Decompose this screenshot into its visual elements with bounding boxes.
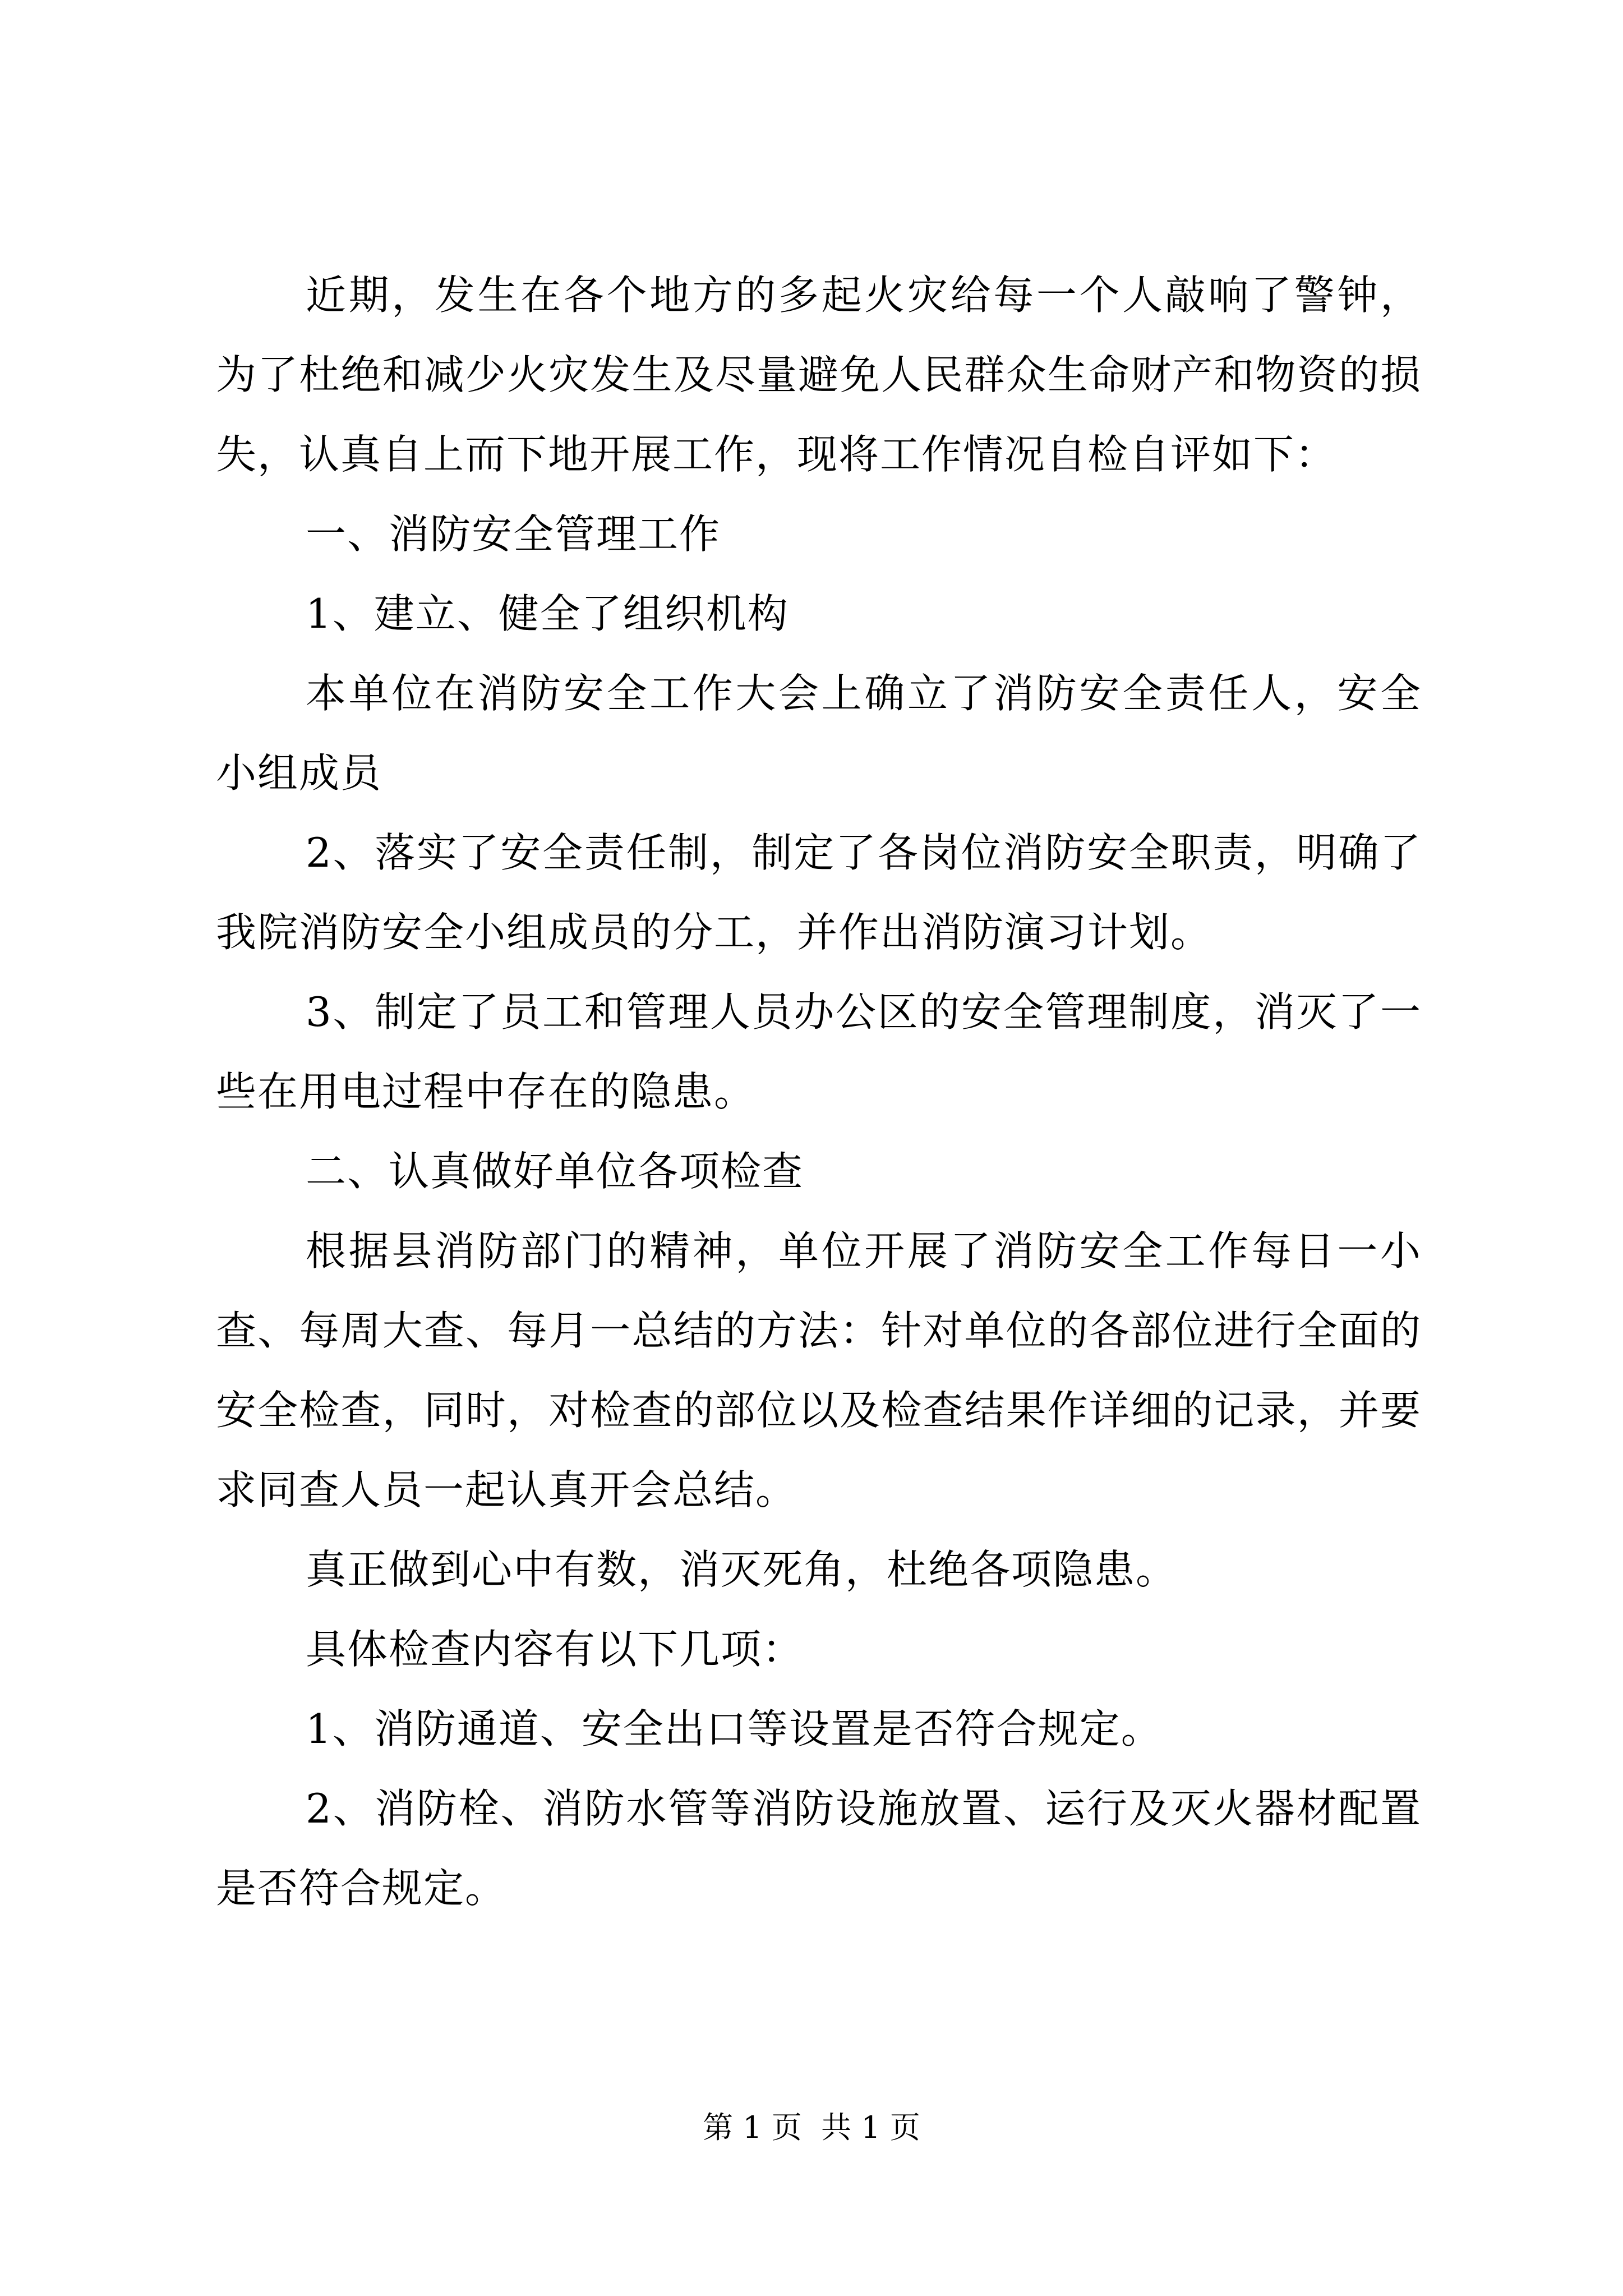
page-number-footer: 第 1 页 共 1 页 [703,2110,920,2145]
item-1-2: 2、落实了安全责任制，制定了各岗位消防安全职责，明确了我院消防安全小组成员的分工，并作出消防演习计划。 [216,829,1422,956]
item-1-3: 3、制定了员工和管理人员办公区的安全管理制度，消灭了一些在用电过程中存在的隐患。 [216,988,1422,1115]
paragraph-intro: 近期，发生在各个地方的多起火灾给每一个人敲响了警钟，为了杜绝和减少火灾发生及尽量避免人民群众生命财产和物资的损失，认真自上而下地开展工作，现将工作情况自检自评如下： [216,272,1422,478]
paragraph-goal: 真正做到心中有数，消灭死角，杜绝各项隐患。 [306,1546,1178,1593]
item-2-2: 2、消防栓、消防水管等消防设施放置、运行及灭火器材配置是否符合规定。 [216,1785,1422,1912]
item-1-1: 1、建立、健全了组织机构 [306,590,789,637]
paragraph-organization: 本单位在消防安全工作大会上确立了消防安全责任人，安全小组成员 [216,670,1422,797]
paragraph-inspection-method: 根据县消防部门的精神，单位开展了消防安全工作每日一小查、每周大查、每月一总结的方法：针对单位的各部位进行全面的安全检查，同时，对检查的部位以及检查结果作详细的记录，并要求同查人员一起认真开会总结。 [216,1227,1422,1513]
document-body [216,255,1422,1928]
paragraph-checklist-intro: 具体检查内容有以下几项： [306,1626,804,1673]
item-2-1: 1、消防通道、安全出口等设置是否符合规定。 [306,1705,1163,1752]
heading-section-1: 一、消防安全管理工作 [306,510,721,558]
heading-section-2: 二、认真做好单位各项检查 [306,1148,804,1195]
